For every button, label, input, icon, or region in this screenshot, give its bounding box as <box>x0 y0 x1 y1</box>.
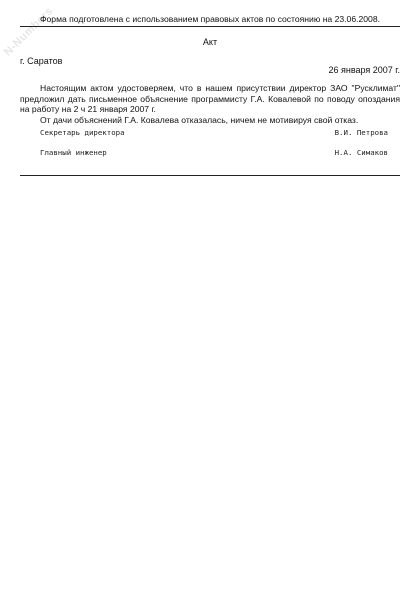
header-note: Форма подготовлена с использованием правовых актов по состоянию на 23.06.2008. <box>20 14 400 27</box>
signature-position: Главный инженер <box>40 148 107 157</box>
paragraph: От дачи объяснений Г.А. Ковалева отказалась, ничем не мотивируя свой отказ. <box>40 114 359 125</box>
watermark: N-Numbers <box>2 4 56 59</box>
signature-name: Н.А. Симаков <box>334 148 388 157</box>
divider <box>20 175 400 176</box>
document-body <box>20 83 400 125</box>
city: г. Саратов <box>20 56 63 66</box>
signature-position: Секретарь директора <box>40 128 125 137</box>
signature-name: В.И. Петрова <box>334 128 388 137</box>
document-date: 26 января 2007 г. <box>328 65 400 75</box>
document-title: Акт <box>202 37 218 47</box>
paragraph: Настоящим актом удостоверяем, что в нашем присутствии директор ЗАО "Русклимат" предложил дать письменное объяснение программисту Г.А. Ковалевой по поводу опоздания на работу на 2 ч 21 января 2007 г. <box>20 83 400 114</box>
